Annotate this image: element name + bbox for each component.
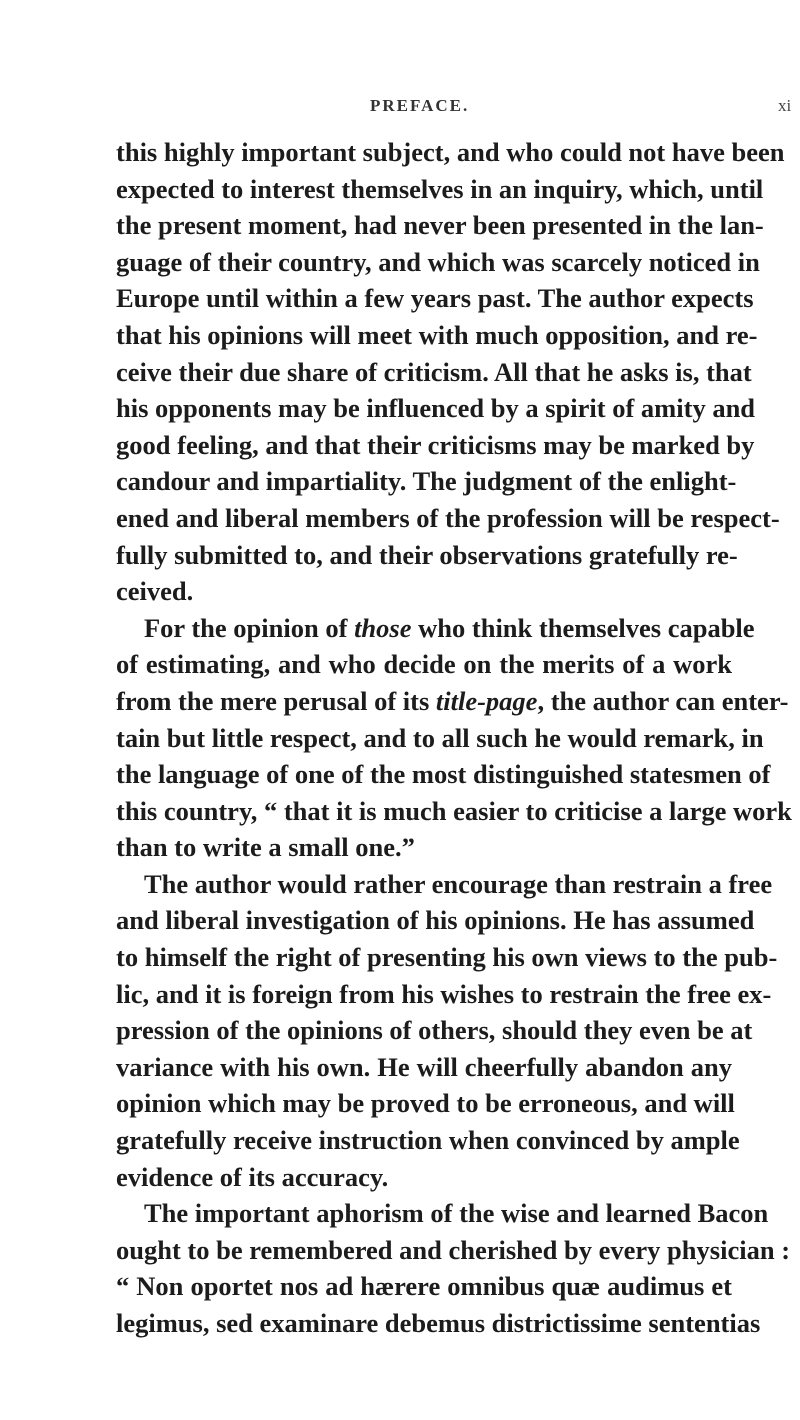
text-segment: opinion which may be proved to be erroneous, and will bbox=[116, 1088, 735, 1119]
text-line bbox=[116, 720, 764, 757]
text-segment: evidence of its accuracy. bbox=[116, 1161, 389, 1192]
text-segment: , the author can enter- bbox=[537, 685, 789, 716]
text-segment: candour and impartiality. The judgment of the enlight- bbox=[116, 466, 737, 497]
running-head bbox=[0, 96, 800, 126]
running-title: PREFACE. bbox=[370, 96, 470, 115]
text-line bbox=[116, 1268, 732, 1305]
text-segment: expected to interest themselves in an inquiry, which, until bbox=[116, 173, 764, 204]
text-line bbox=[116, 1159, 732, 1196]
text-segment: gratefully receive instruction when convinced by ample bbox=[116, 1125, 740, 1156]
text-segment: this highly important subject, and who could not have been bbox=[116, 137, 785, 167]
text-segment: his opponents may be influenced by a spirit of amity and bbox=[116, 393, 756, 424]
italic-phrase: those bbox=[354, 612, 412, 643]
text-segment: the language of one of the most distinguished statesmen of bbox=[116, 759, 771, 790]
text-line bbox=[116, 976, 772, 1013]
text-line bbox=[116, 537, 738, 574]
text-segment: to himself the right of presenting his own views to the pub- bbox=[116, 942, 778, 973]
text-line bbox=[116, 1012, 753, 1049]
paragraph bbox=[116, 610, 792, 866]
text-segment: good feeling, and that their criticisms may be marked by bbox=[116, 429, 755, 460]
text-line bbox=[116, 939, 778, 976]
text-line bbox=[116, 280, 754, 317]
text-line bbox=[116, 463, 737, 500]
text-line bbox=[116, 1195, 769, 1232]
text-line bbox=[116, 390, 756, 427]
text-segment: and liberal investigation of his opinions. He has assumed bbox=[116, 905, 755, 936]
text-segment: ened and liberal members of the profession will be respect- bbox=[116, 502, 780, 533]
text-segment: ceived. bbox=[116, 576, 194, 607]
text-segment: of estimating, and who decide on the merits of a work bbox=[116, 649, 732, 680]
text-line bbox=[116, 427, 755, 464]
text-segment: The important aphorism of the wise and learned Bacon bbox=[144, 1198, 769, 1229]
text-line bbox=[116, 683, 789, 720]
text-segment: guage of their country, and which was scarcely noticed in bbox=[116, 246, 760, 277]
text-line bbox=[116, 610, 755, 647]
text-segment: For the opinion of bbox=[144, 612, 355, 643]
body-text bbox=[116, 134, 792, 1342]
paragraph bbox=[116, 1195, 791, 1341]
text-line bbox=[116, 171, 764, 208]
text-line bbox=[116, 1049, 732, 1086]
text-line bbox=[116, 866, 773, 903]
text-line bbox=[116, 354, 752, 391]
text-line bbox=[116, 1122, 740, 1159]
text-line bbox=[116, 317, 758, 354]
text-line bbox=[116, 500, 780, 537]
italic-phrase: title-page bbox=[435, 685, 538, 716]
text-segment: legimus, sed examinare debemus districtissime sententias bbox=[116, 1308, 761, 1338]
text-segment: than to write a small one.” bbox=[116, 832, 415, 863]
text-segment: from the mere perusal of its bbox=[116, 685, 436, 716]
page-number: xi bbox=[778, 96, 792, 115]
text-segment: pression of the opinions of others, should they even be at bbox=[116, 1015, 753, 1046]
text-segment: Europe until within a few years past. The author expects bbox=[116, 283, 754, 314]
text-segment: this country, “ that it is much easier to criticise a large work bbox=[116, 795, 792, 826]
text-line bbox=[116, 646, 732, 683]
text-line bbox=[116, 756, 771, 793]
text-line bbox=[116, 134, 785, 171]
text-line bbox=[116, 902, 755, 939]
paragraph bbox=[116, 866, 778, 1195]
text-line bbox=[116, 1305, 761, 1342]
text-line bbox=[116, 207, 764, 244]
text-segment: “ Non oportet nos ad hærere omnibus quæ audimus et bbox=[116, 1271, 732, 1302]
text-segment: tain but little respect, and to all such he would remark, in bbox=[116, 722, 764, 753]
text-segment: the present moment, had never been presented in the lan- bbox=[116, 210, 764, 241]
text-segment: who think themselves capable bbox=[411, 612, 755, 643]
text-line bbox=[116, 793, 792, 830]
text-segment: ought to be remembered and cherished by every physician : bbox=[116, 1234, 791, 1265]
text-segment: that his opinions will meet with much opposition, and re- bbox=[116, 319, 758, 350]
text-segment: The author would rather encourage than restrain a free bbox=[144, 868, 773, 899]
paragraph bbox=[116, 134, 785, 610]
text-line bbox=[116, 244, 760, 281]
text-segment: variance with his own. He will cheerfully abandon any bbox=[116, 1051, 732, 1082]
text-segment: fully submitted to, and their observations gratefully re- bbox=[116, 539, 738, 570]
text-line bbox=[116, 829, 732, 866]
text-segment: ceive their due share of criticism. All that he asks is, that bbox=[116, 356, 752, 387]
text-line bbox=[116, 573, 732, 610]
text-line bbox=[116, 1085, 735, 1122]
text-segment: lic, and it is foreign from his wishes to restrain the free ex- bbox=[116, 978, 772, 1009]
text-line bbox=[116, 1232, 791, 1269]
